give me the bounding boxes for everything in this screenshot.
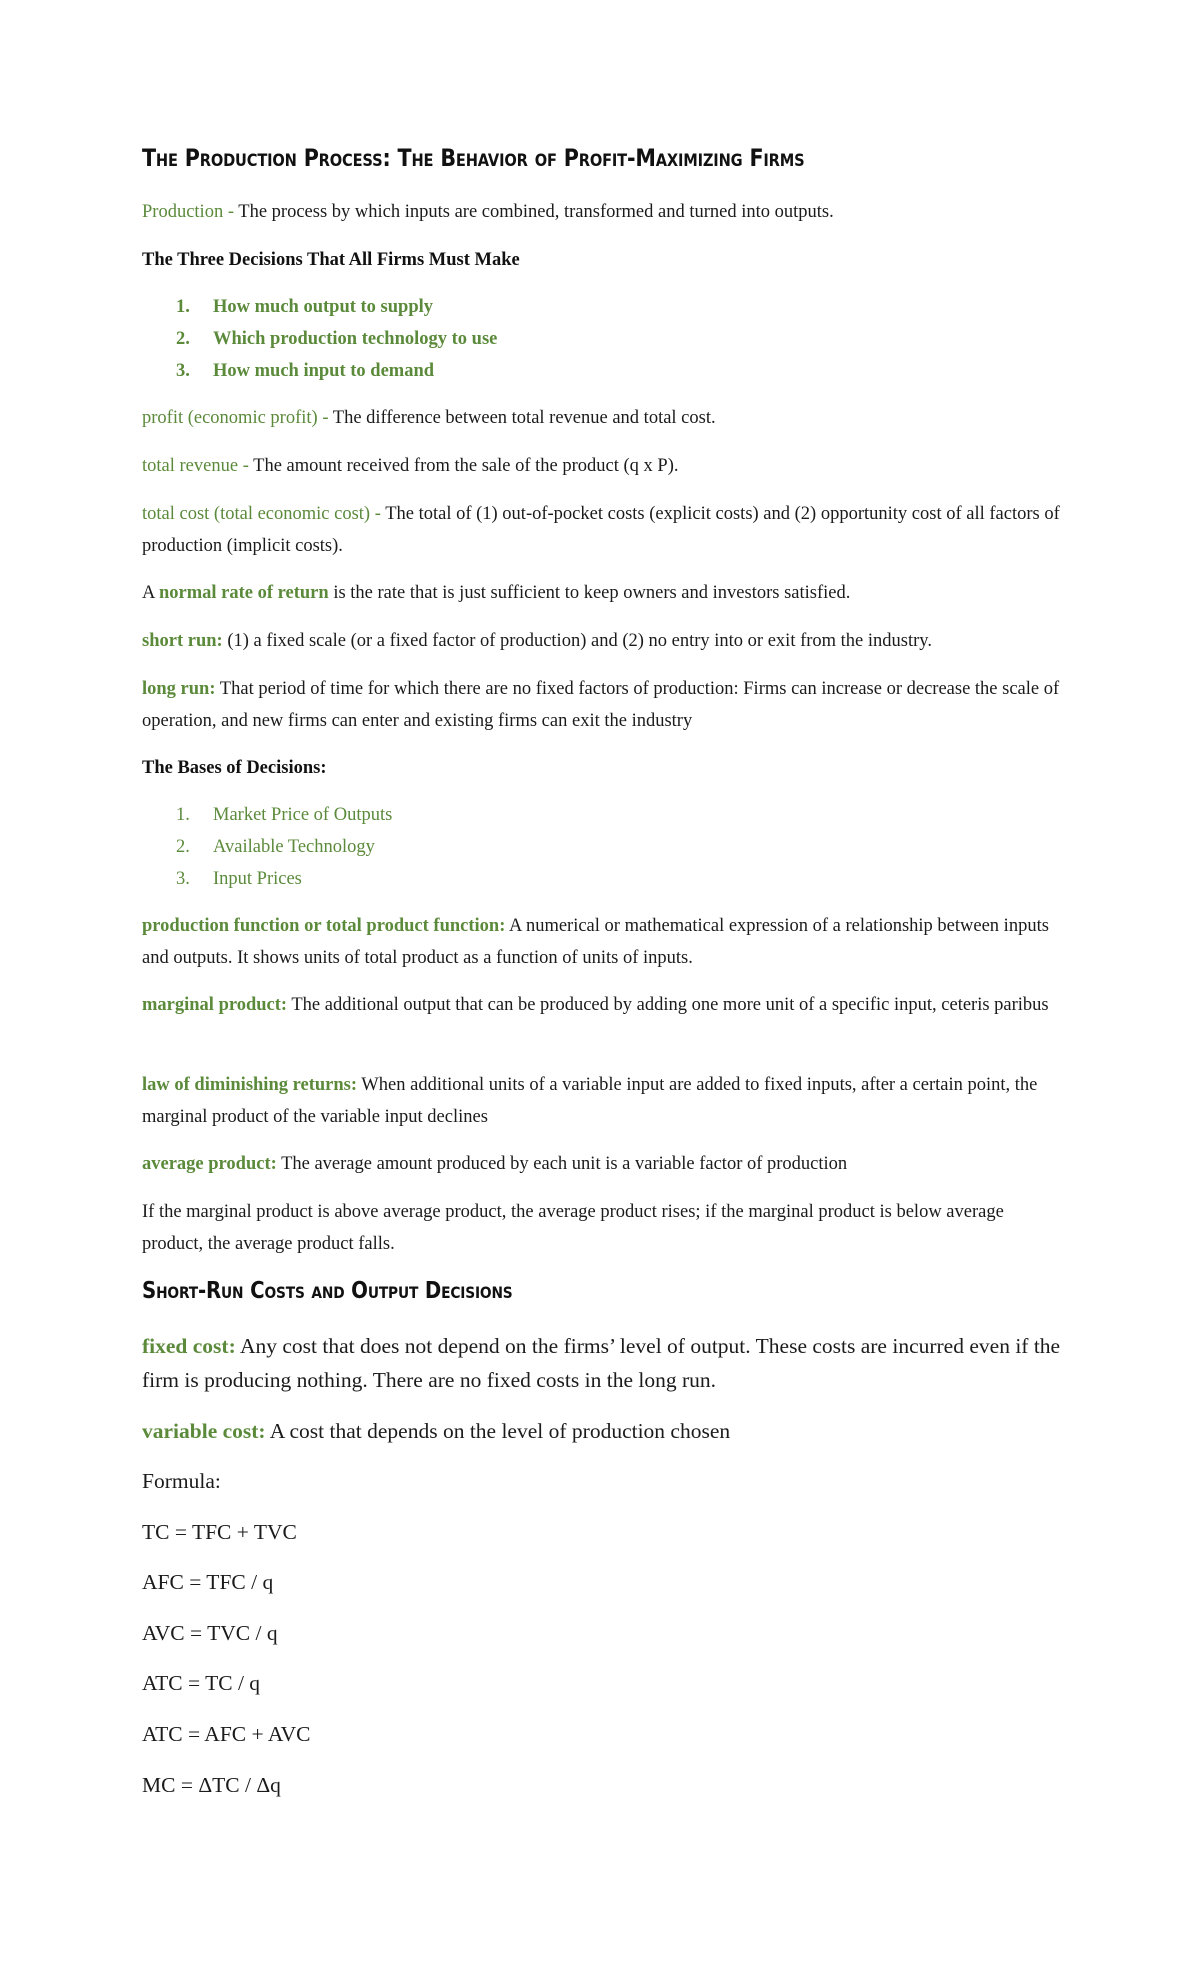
definition-total-revenue <box>142 450 1066 482</box>
definition-text: (1) a fixed scale (or a fixed factor of production) and (2) no entry into or exit from the industry. <box>222 631 932 651</box>
formula-line: AVC = TVC / q <box>142 1621 278 1645</box>
definition-variable-cost <box>142 1414 1066 1448</box>
three-decisions-list <box>142 291 497 387</box>
definition-text: That period of time for which there are no fixed factors of production: Firms can increase or decrease the scale of operation, and new firms can enter and existing firms can exit the industry <box>142 679 1060 731</box>
definition-text: A cost that depends on the level of production chosen <box>265 1419 731 1443</box>
term-separator: - <box>238 456 254 476</box>
definition-text: The difference between total revenue and total cost. <box>332 408 716 428</box>
term-short-run: short run: <box>142 631 223 651</box>
term-production-function: production function or total product function: <box>142 916 506 936</box>
definition-normal-return: A normal rate of return is the rate that is just sufficient to keep owners and investors satisfied. <box>142 583 851 603</box>
definition-text: A numerical or mathematical expression of a relationship between inputs and outputs. It shows units of total product as a function of units of inputs. <box>142 916 1049 968</box>
list-item: 3. How much input to demand <box>176 361 435 381</box>
term-fixed-cost: fixed cost: <box>142 1334 236 1358</box>
term-profit: profit (economic profit) <box>142 408 318 428</box>
formula-label: Formula: <box>142 1469 221 1493</box>
definition-text: The additional output that can be produced by adding one more unit of a specific input, ceteris paribus <box>287 995 1049 1015</box>
definition-text: The total of (1) out-of-pocket costs (explicit costs) and (2) opportunity cost of all factors of production (implicit costs). <box>142 504 1060 556</box>
section-title: Short-Run Costs and Output Decisions <box>142 1278 513 1304</box>
term-separator: - <box>370 504 386 524</box>
definition-long-run <box>142 673 1066 737</box>
list-item: 1. How much output to supply <box>176 297 434 317</box>
list-item: 1. Market Price of Outputs <box>176 805 393 825</box>
definition-diminishing-returns <box>142 1069 1066 1133</box>
formula-line: ATC = TC / q <box>142 1671 261 1695</box>
term-separator: - <box>317 408 333 428</box>
definition-text: is the rate that is just sufficient to keep owners and investors satisfied. <box>328 583 851 603</box>
definition-profit <box>142 402 1066 434</box>
formula-line: TC = TFC + TVC <box>142 1520 297 1544</box>
term-diminishing-returns: law of diminishing returns: <box>142 1075 358 1095</box>
term-total-revenue: total revenue <box>142 456 239 476</box>
formula-line: AFC = TFC / q <box>142 1570 274 1594</box>
bases-heading: The Bases of Decisions: <box>142 758 327 778</box>
bases-list <box>142 799 392 895</box>
definition-text: When additional units of a variable input are added to fixed inputs, after a certain point, the marginal product of the variable input declines <box>142 1075 1038 1127</box>
definition-total-cost <box>142 498 1066 562</box>
list-item: 2. Which production technology to use <box>176 329 498 349</box>
formula-line: ATC = AFC + AVC <box>142 1722 311 1746</box>
mp-ap-note: If the marginal product is above average product, the average product rises; if the marginal product is below average product, the average product falls. <box>142 1202 1004 1254</box>
term-production: Production <box>142 202 224 222</box>
definition-text: The process by which inputs are combined, transformed and turned into outputs. <box>238 202 834 222</box>
term-normal-return: normal rate of return <box>158 583 329 603</box>
definition-average-product <box>142 1148 1066 1180</box>
formula-line: MC = ΔTC / Δq <box>142 1773 281 1797</box>
term-variable-cost: variable cost: <box>142 1419 266 1443</box>
list-item: 3. Input Prices <box>176 869 302 889</box>
definition-text: The average amount produced by each unit is a variable factor of production <box>276 1154 848 1174</box>
page-title: The Production Process: The Behavior of Profit-Maximizing Firms <box>142 144 805 172</box>
definition-text: Any cost that does not depend on the firms’ level of output. These costs are incurred even if the firm is producing nothing. There are no fixed costs in the long run. <box>142 1334 1061 1392</box>
three-decisions-heading: The Three Decisions That All Firms Must Make <box>142 250 520 270</box>
list-item: 2. Available Technology <box>176 837 375 857</box>
definition-marginal-product <box>142 989 1066 1021</box>
definition-fixed-cost <box>142 1329 1066 1397</box>
term-separator: - <box>223 202 239 222</box>
term-total-cost: total cost (total economic cost) <box>142 504 371 524</box>
definition-production <box>142 196 1066 228</box>
definition-production-function <box>142 910 1066 974</box>
term-average-product: average product: <box>142 1154 277 1174</box>
term-long-run: long run: <box>142 679 216 699</box>
definition-text: The amount received from the sale of the product (q x P). <box>253 456 679 476</box>
definition-short-run <box>142 625 1066 657</box>
term-marginal-product: marginal product: <box>142 995 288 1015</box>
